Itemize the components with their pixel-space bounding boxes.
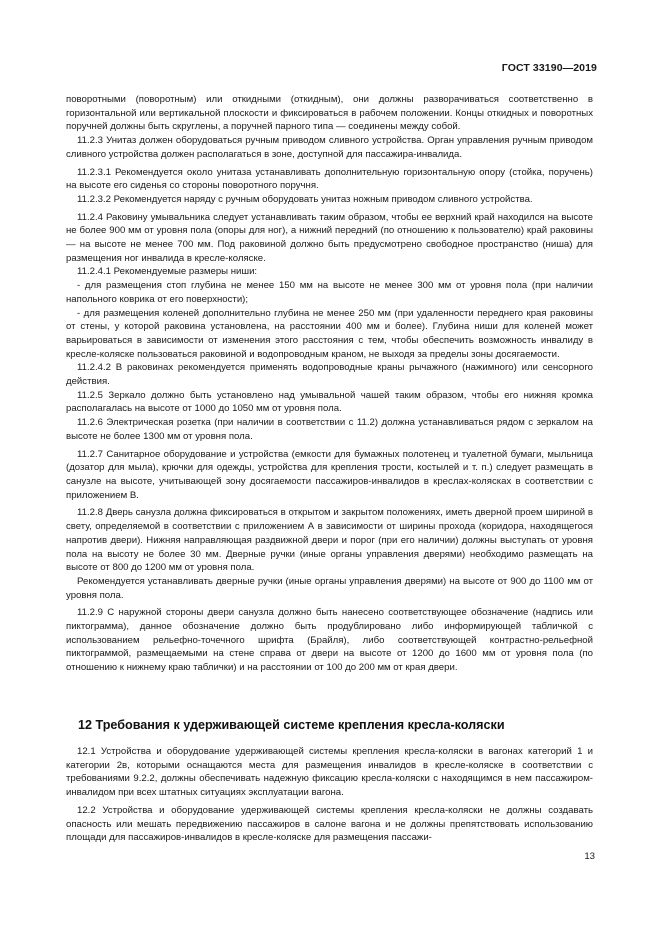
paragraph-11-2-3-1: 11.2.3.1 Рекомендуется около унитаза устанавливать дополнительную горизонтальную опору (стойка, поручень) на высоте его сиденья со стороны поворотного поручня. — [66, 166, 593, 192]
section-12-body — [66, 745, 593, 845]
paragraph-continuation: поворотными (поворотным) или откидными (откидным), они должны разворачиваться соответственно в горизонтальной или вертикальной плоскости и фиксироваться в рабочем положении. Концы откидных и поворотных поручней должны быть скруглены, а поручней парного типа — соединены между собой. — [66, 94, 593, 133]
list-item-feet: - для размещения стоп глубина не менее 150 мм на высоте не менее 300 мм от уровня пола (при наличии напольного коврика от его поверхности); — [66, 280, 593, 305]
document-code-header: ГОСТ 33190—2019 — [501, 62, 597, 74]
section-12-title: 12 Требования к удерживающей системе крепления кресла-коляски — [78, 718, 505, 732]
paragraph-11-2-4: 11.2.4 Раковину умывальника следует устанавливать таким образом, чтобы ее верхний край находился на высоте не более 900 мм от уровня пола (опоры для ног), а нижний передний (по отношению к пользователю) край раковины — на высоте не менее 700 мм. Под раковиной должно быть предусмотрено свободное пространство (ниша) для размещения ног инвалида в кресле-коляске. — [66, 211, 593, 264]
paragraph-12-2: 12.2 Устройства и оборудование удерживающей системы крепления кресла-коляски не должны создавать опасность или мешать передвижению пассажиров в салоне вагона и не должны препятствовать использованию площади для пассажиров-инвалидов в кресле-коляске для размещения пассажи- — [66, 804, 593, 844]
paragraph-11-2-5: 11.2.5 Зеркало должно быть установлено над умывальной чашей таким образом, чтобы его нижняя кромка располагалась на высоте от 1000 до 1050 мм от уровня пола. — [66, 389, 593, 415]
paragraph-11-2-7: 11.2.7 Санитарное оборудование и устройства (емкости для бумажных полотенец и туалетной бумаги, мыльница (дозатор для мыла), крючки для одежды, устройства для крепления трости, костылей и т. п.) следует размещать в санузле на высоте, учитывающей зону досягаемости пассажиров-инвалидов в креслах-колясках в соответствии с приложением В. — [66, 448, 593, 501]
paragraph-11-2-8: 11.2.8 Дверь санузла должна фиксироваться в открытом и закрытом положениях, иметь дверной проем шириной в свету, определяемой в соответствии с приложением А в зависимости от ширины прохода (коридора, находящегося напротив двери). Нижняя направляющая раздвижной двери и порог (при его наличии) должны выступать от уровня пола на высоту не более 30 мм. Дверные ручки (иные органы управления дверями) необходимо размещать на высоте от 800 до 1200 мм от уровня пола. — [66, 507, 593, 574]
paragraph-11-2-3: 11.2.3 Унитаз должен оборудоваться ручным приводом сливного устройства. Орган управления ручным приводом сливного устройства должен располагаться в зоне, доступной для пассажира-инвалида. — [66, 135, 593, 160]
paragraph-11-2-9: 11.2.9 С наружной стороны двери санузла должно быть нанесено соответствующее обозначение (надпись или пиктограмма), данное обозначение должно быть продублировано либо информирующей табличкой с использованием рельефно-точечного шрифта (Брайля), либо соответствующей контрастно-рельефной пиктограммой, размещаемыми на стене справа от двери на высоте от 1200 до 1600 мм от уровня пола (по отношению к нижнему краю таблички) и на расстоянии от 100 до 200 мм от края двери. — [66, 607, 593, 674]
paragraph-recommendation-handles: Рекомендуется устанавливать дверные ручки (иные органы управления дверями) на высоте от 900 до 1100 мм от уровня пола. — [66, 575, 593, 601]
paragraph-11-2-3-2: 11.2.3.2 Рекомендуется наряду с ручным оборудовать унитаз ножным приводом сливного устройства. — [77, 193, 533, 205]
paragraph-11-2-4-1: 11.2.4.1 Рекомендуемые размеры ниши: — [77, 266, 258, 278]
paragraph-12-1: 12.1 Устройства и оборудование удерживающей системы крепления кресла-коляски в вагонах категорий 1 и категории 2в, которыми оснащаются места для размещения инвалидов в кресле-коляске в соответствии с требованиями 9.2.2, должны обеспечивать надежную фиксацию кресла-коляски с находящимся в нем пассажиром-инвалидом при всех штатных ситуациях эксплуатации вагона. — [66, 746, 593, 799]
paragraph-11-2-4-2: 11.2.4.2 В раковинах рекомендуется применять водопроводные краны рычажного (нажимного) или сенсорного действия. — [66, 362, 593, 388]
page-number: 13 — [584, 851, 595, 862]
body-text-block — [66, 93, 593, 675]
list-item-knees: - для размещения коленей дополнительно глубина не менее 250 мм (при удаленности переднего края раковины от стены, у которой раковина установлена, на расстоянии 400 мм и более). Глубина ниши для коленей может варьироваться в зависимости от изменения этого расстояния с тем, чтобы обеспечить возможность инвалиду в кресле-коляске пользоваться раковиной и водопроводным краном, не выходя за пределы зоны досягаемости. — [66, 307, 593, 360]
paragraph-11-2-6: 11.2.6 Электрическая розетка (при наличии в соответствии с 11.2) должна устанавливаться рядом с зеркалом на высоте не более 1300 мм от уровня пола. — [66, 417, 593, 442]
